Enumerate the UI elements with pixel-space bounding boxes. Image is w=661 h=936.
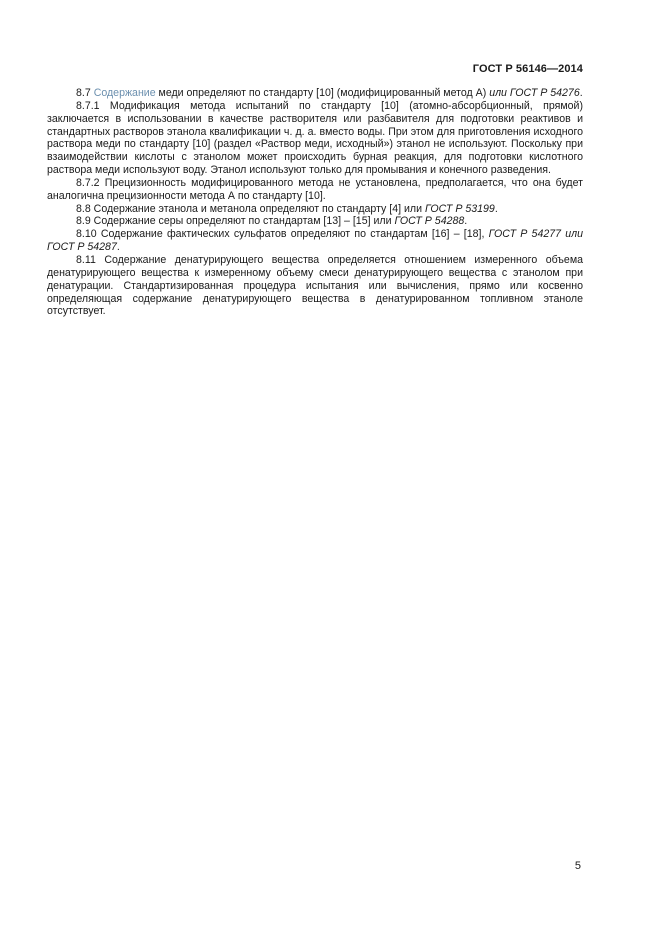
section-8-9-tail: . bbox=[464, 215, 468, 228]
section-8-7-tail: . bbox=[579, 87, 583, 99]
section-8-7-standard-ref: или ГОСТ Р 54276 bbox=[489, 87, 580, 99]
section-8-7-number: 8.7 bbox=[76, 87, 91, 99]
section-8-8 bbox=[47, 203, 583, 216]
section-8-10 bbox=[47, 228, 583, 254]
section-8-7-text: меди определяют по стандарту [10] (модифицированный метод А) bbox=[155, 87, 490, 99]
section-8-10-tail: . bbox=[116, 241, 120, 254]
section-8-7-2: 8.7.2 Прецизионность модифицированного метода не установлена, предполагается, что она будет аналогична прецизионности метода А по стандарту [10]. bbox=[47, 176, 583, 202]
section-8-8-tail: . bbox=[494, 202, 498, 215]
page-number: 5 bbox=[574, 860, 581, 872]
section-8-10-text: 8.10 Содержание фактических сульфатов определяют по стандартам [16] – [18], bbox=[76, 228, 489, 241]
document-body bbox=[47, 87, 583, 318]
section-8-7-accent-word: Содержание bbox=[93, 87, 156, 99]
section-8-11: 8.11 Содержание денатурирующего вещества определяется отношением измеренного объема денатурирующего вещества к измеренному объему смеси денатурирующего вещества с этанолом при денатурации. Стандартизированная процедура испытания или вычисления, прямо или косвенно определяющая содержание денатурирующего вещества в денатурированном топливном этаноле отсутствует. bbox=[47, 253, 583, 318]
section-8-9-standard-ref: ГОСТ Р 54288 bbox=[394, 215, 465, 228]
document-code-header: ГОСТ Р 56146—2014 bbox=[472, 63, 583, 75]
section-8-9-text: 8.9 Содержание серы определяют по стандартам [13] – [15] или bbox=[76, 215, 395, 228]
section-8-8-standard-ref: ГОСТ Р 53199 bbox=[424, 202, 495, 215]
section-8-8-text: 8.8 Содержание этанола и метанола определяют по стандарту [4] или bbox=[76, 202, 425, 215]
section-8-7 bbox=[47, 87, 583, 100]
section-8-7-1: 8.7.1 Модификация метода испытаний по стандарту [10] (атомно-абсорбционный, прямой) заключается в использовании в качестве растворителя или разбавителя для подготовки реактивов и стандартных растворов этанола квалификации ч. д. а. вместо воды. При этом для приготовления исходного раствора меди по стандарту [10] (раздел «Раствор меди, исходный») этанол не используют. Поскольку при взаимодействии кислоты с этанолом может происходить бурная реакция, для подготовки кислотного раствора меди используют воду. Этанол используют только для промывания и конечного разведения. bbox=[47, 99, 583, 177]
section-8-10-standard-ref: ГОСТ Р 54277 или ГОСТ Р 54287 bbox=[47, 228, 583, 254]
section-8-9 bbox=[47, 215, 583, 228]
